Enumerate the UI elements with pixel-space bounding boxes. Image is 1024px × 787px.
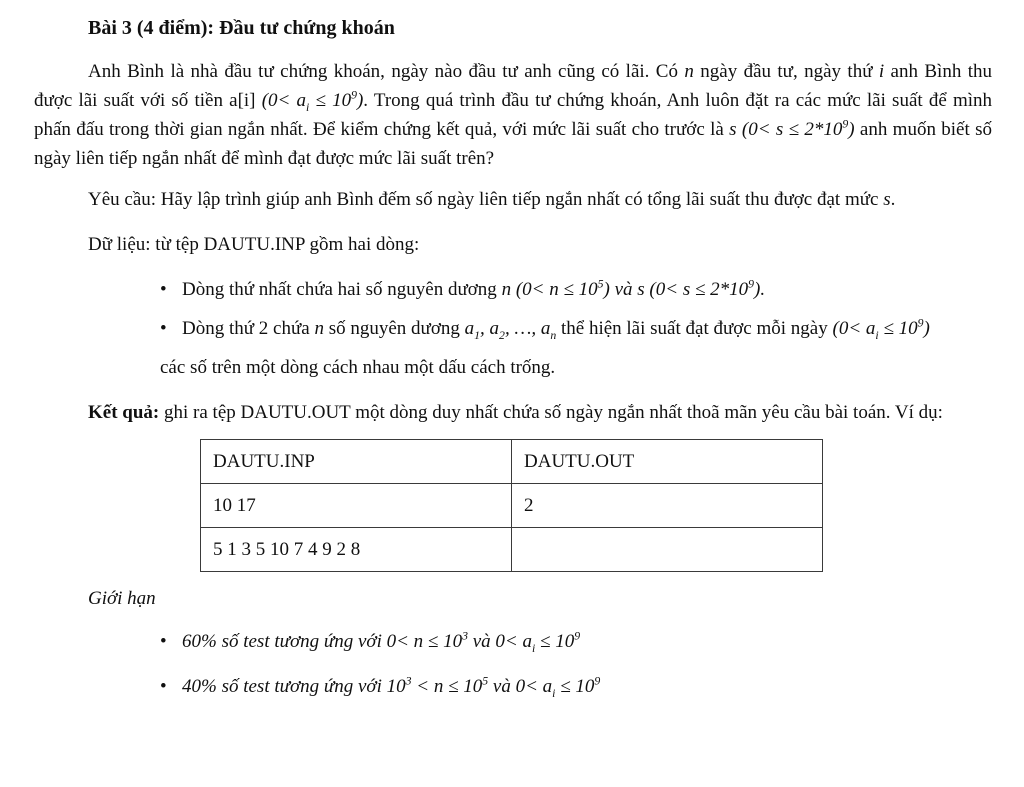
limit-bullet-2-text: 40% số test tương ứng với $10^3 < n \le 10^5$ và $0< a_i \le 10^9$ [182,674,601,700]
limit-bullet-1 [160,627,992,656]
bullet-icon: • [160,676,167,697]
input-bullet-1 [160,275,992,304]
bullet-icon: • [160,279,167,300]
problem-title: Bài 3 (4 điểm): Đầu tư chứng khoán [88,17,395,39]
limit-bullet-1-text: 60% số test tương ứng với $0< n \le 10^3$ và $0< a_i \le 10^9$ [182,629,581,655]
bullet-icon: • [160,631,167,652]
limits-heading: Giới hạn [88,588,156,609]
input-bullet-2 [160,314,992,343]
bullet-icon: • [160,318,167,339]
input-bullet-1-text: Dòng thứ nhất chứa hai số nguyên dương n $(0< n \le 10^5)$ và s $(0< s \le 2*10^9)$. [182,277,766,300]
table-cell-input-line1: 10 17 [201,484,512,528]
table-cell-output-header: DAUTU.OUT [512,440,823,484]
paragraph-note: các số trên một dòng cách nhau một dấu cách trống. [160,357,556,378]
paragraph-input-spec: Dữ liệu: từ tệp DAUTU.INP gồm hai dòng: [88,234,420,255]
limit-bullet-2 [160,672,992,701]
table-cell-input-line2: 5 1 3 5 10 7 4 9 2 8 [201,528,512,572]
table-cell-empty [512,528,823,572]
table-row [201,484,823,528]
input-bullet-2-text: Dòng thứ 2 chứa n số nguyên dương $a_1$, $a_2$, …, $a_n$ thể hiện lãi suất đạt được mỗi ngày $(0< a_i \le 10^9)$ [182,316,930,342]
paragraph-output-spec: Kết quả: ghi ra tệp DAUTU.OUT một dòng duy nhất chứa số ngày ngắn nhất thoã mãn yêu cầu bài toán. Ví dụ: [88,402,943,423]
table-header-row [201,440,823,484]
table-row [201,528,823,572]
table-cell-output-value: 2 [512,484,823,528]
paragraph-intro: Anh Bình là nhà đầu tư chứng khoán, ngày nào đầu tư anh cũng có lãi. Có n ngày đầu tư, ngày thứ i anh Bình thu được lãi suất với số tiền a[i] $(0< a_i \le 10^9)$. Trong quá trình đầu tư chứng khoán, Anh luôn đặt ra các mức lãi suất để mình phấn đấu trong thời gian ngắn nhất. Để kiểm chứng kết quả, với mức lãi suất cho trước là s $(0< s \le 2*10^9)$ anh muốn biết số ngày liên tiếp ngắn nhất để mình đạt được mức lãi suất trên? [34,61,993,169]
example-table [200,439,823,572]
table-cell-input-header: DAUTU.INP [201,440,512,484]
paragraph-requirement: Yêu cầu: Hãy lập trình giúp anh Bình đếm số ngày liên tiếp ngắn nhất có tổng lãi suất thu được đạt mức s. [88,189,896,210]
